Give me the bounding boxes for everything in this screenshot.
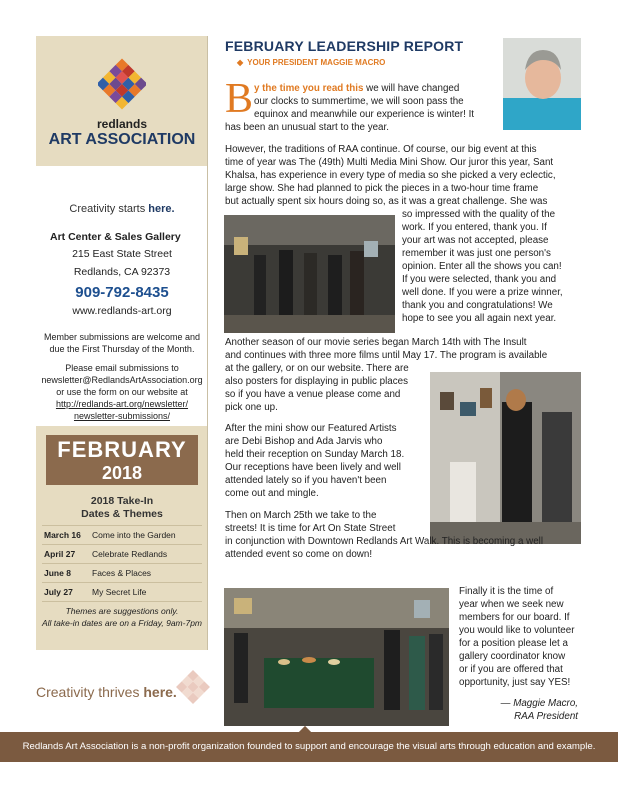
divider — [42, 582, 202, 583]
president-portrait — [503, 38, 581, 130]
issue-month: FEBRUARY — [57, 437, 187, 462]
takein-row — [40, 587, 205, 601]
issue-date-box — [46, 435, 198, 485]
paragraph-line: pick one up. — [225, 402, 278, 413]
paragraph-line: attended lately so if you haven't been — [225, 475, 387, 486]
takein-title-2: Dates & Themes — [81, 508, 163, 520]
paragraph-line: Another season of our movie series began March 14th with The Insult — [225, 337, 527, 348]
paragraph-line: for a position please let a — [459, 638, 568, 649]
themes-note-2: All take-in dates are on a Friday, 9am-7pm — [42, 618, 202, 628]
paragraph-line: time of year was The (49th) Multi Media Mini Show. Our juror this year, Sant — [225, 157, 554, 168]
gallery-photo-3 — [224, 588, 449, 726]
tagline-prefix: Creativity starts — [69, 203, 149, 215]
takein-date: June 8 — [44, 568, 71, 578]
byline-diamond-icon: ◆ — [237, 58, 244, 67]
divider — [42, 563, 202, 564]
paragraph-line: come out and mingle. — [225, 488, 319, 499]
tagline — [36, 203, 208, 215]
paragraph-line: However, the traditions of RAA continue. Of course, our big event at this — [225, 144, 537, 155]
takein-title-1: 2018 Take-In — [90, 495, 154, 507]
article-title: FEBRUARY LEADERSHIP REPORT — [225, 38, 464, 54]
takein-theme: My Secret Life — [92, 587, 147, 597]
takein-theme: Faces & Places — [92, 568, 152, 578]
paragraph-line: thank you and congratulations! We — [402, 300, 553, 311]
paragraph-line: or if you are offered that — [459, 664, 563, 675]
paragraph-line: After the mini show our Featured Artists — [225, 423, 397, 434]
paragraph-line: so impressed with the quality of the — [402, 209, 556, 220]
email-address[interactable]: newsletter@RedlandsArtAssociation.org — [41, 375, 203, 385]
paragraph-line: your art was not accepted, please — [402, 235, 549, 246]
divider — [42, 601, 202, 602]
gallery-photo-2 — [430, 372, 581, 544]
paragraph-line: If you were selected, thank you and — [402, 274, 557, 285]
paragraph-line: Finally it is the time of — [459, 586, 554, 597]
paragraph-line: attended event so come on down! — [225, 549, 373, 560]
paragraph-line: are Debi Bishop and Ada Jarvis who — [225, 436, 383, 447]
takein-date: March 16 — [44, 530, 81, 540]
paragraph-line: hope to see you all again next year. — [402, 313, 557, 324]
logo-watermark-icon — [176, 670, 210, 704]
paragraph-line: but actually spent six hours doing so, as it was a great challenge. She was — [225, 196, 548, 207]
takein-theme: Come into the Garden — [92, 530, 176, 540]
lead-line-2: our clocks to summertime, we will soon pass the — [254, 96, 464, 107]
form-link-2[interactable]: newsletter-submissions/ — [73, 411, 171, 421]
lead-line-4: has been an unusual start to the year. — [225, 122, 389, 133]
paragraph-line: work. If you entered, thank you. If — [402, 222, 547, 233]
slogan-prefix: Creativity thrives — [36, 684, 144, 700]
article-byline — [237, 58, 385, 67]
lead-rest: we will have changed — [363, 83, 460, 94]
logo-word-art-association: ART ASSOCIATION — [48, 131, 196, 148]
paragraph-line: Our receptions have been lively and well — [225, 462, 401, 473]
lead-line-3: equinox and meanwhile our experience is winter! It — [254, 109, 475, 120]
paragraph-line: so if you have a venue please come and — [225, 389, 401, 400]
paragraph-line: well done. If you were a prize winner, — [402, 287, 563, 298]
paragraph-line: opinion. Enter all the shows you can! — [402, 261, 562, 272]
gallery-title: Art Center & Sales Gallery — [50, 231, 181, 243]
paragraph-line: remember it was just one person's — [402, 248, 551, 259]
takein-date: July 27 — [44, 587, 73, 597]
paragraph-line: also posters for displaying in public places — [225, 376, 408, 387]
logo-word-redlands: redlands — [96, 117, 147, 131]
issue-year: 2018 — [101, 463, 143, 483]
paragraph-line: members for our board. If — [459, 612, 570, 623]
paragraph-line: held their reception on Sunday March 18. — [225, 449, 405, 460]
paragraph-line: streets! It is time for Art On State Street — [225, 523, 396, 534]
divider — [42, 544, 202, 545]
footer-mission: Redlands Art Association is a non-profit organization founded to support and encourage the visual arts through education and example. — [0, 732, 618, 762]
takein-date: April 27 — [44, 549, 76, 559]
address-line-1: 215 East State Street — [72, 248, 172, 260]
takein-theme: Celebrate Redlands — [92, 549, 168, 559]
paragraph-line: and continues with three more films until May 17. The program is available — [225, 350, 548, 361]
raa-logo-icon — [98, 56, 146, 114]
email-note-3: or use the form on our website at — [56, 387, 188, 397]
paragraph-line: Then on March 25th we take to the — [225, 510, 377, 521]
slogan-bold: here. — [143, 684, 177, 700]
themes-note-1: Themes are suggestions only. — [65, 606, 179, 616]
paragraph-line: at the gallery, or on our website. There are — [225, 363, 409, 374]
paragraph-line: large show. She had planned to pick the pieces in a two-hour time frame — [225, 183, 539, 194]
signature-name: — Maggie Macro, — [500, 698, 578, 709]
paragraph-line: you would like to volunteer — [459, 625, 575, 636]
paragraph-line: gallery coordinator know — [459, 651, 566, 662]
takein-row — [40, 549, 205, 563]
email-note-1: Please email submissions to — [65, 363, 179, 373]
divider — [42, 525, 202, 526]
address-line-2: Redlands, CA 92373 — [73, 266, 171, 278]
signature-title: RAA President — [514, 711, 578, 722]
takein-row — [40, 568, 205, 582]
takein-row — [40, 530, 205, 544]
lead-line-1 — [254, 82, 504, 95]
byline-text: YOUR PRESIDENT MAGGIE MACRO — [247, 58, 386, 67]
website-link[interactable]: www.redlands-art.org — [72, 305, 172, 317]
paragraph-line: year when we seek new — [459, 599, 564, 610]
gallery-photo-1 — [224, 215, 395, 333]
member-note-1: Member submissions are welcome and — [43, 332, 201, 342]
form-link-1[interactable]: http://redlands-art.org/newsletter/ — [55, 399, 189, 409]
paragraph-line: Khalsa, has experience in every type of media so she picked a very eclectic, — [225, 170, 556, 181]
drop-cap: B — [225, 76, 254, 122]
phone-number[interactable]: 909-792-8435 — [75, 284, 169, 301]
paragraph-line: opportunity, just say YES! — [459, 677, 571, 688]
lead-orange: y the time you read this — [254, 83, 364, 94]
tagline-bold: here. — [148, 203, 175, 215]
member-note-2: due the First Thursday of the Month. — [49, 344, 195, 354]
paragraph-line: in conjunction with Downtown Redlands Art Walk. This is becoming a well — [225, 536, 544, 547]
